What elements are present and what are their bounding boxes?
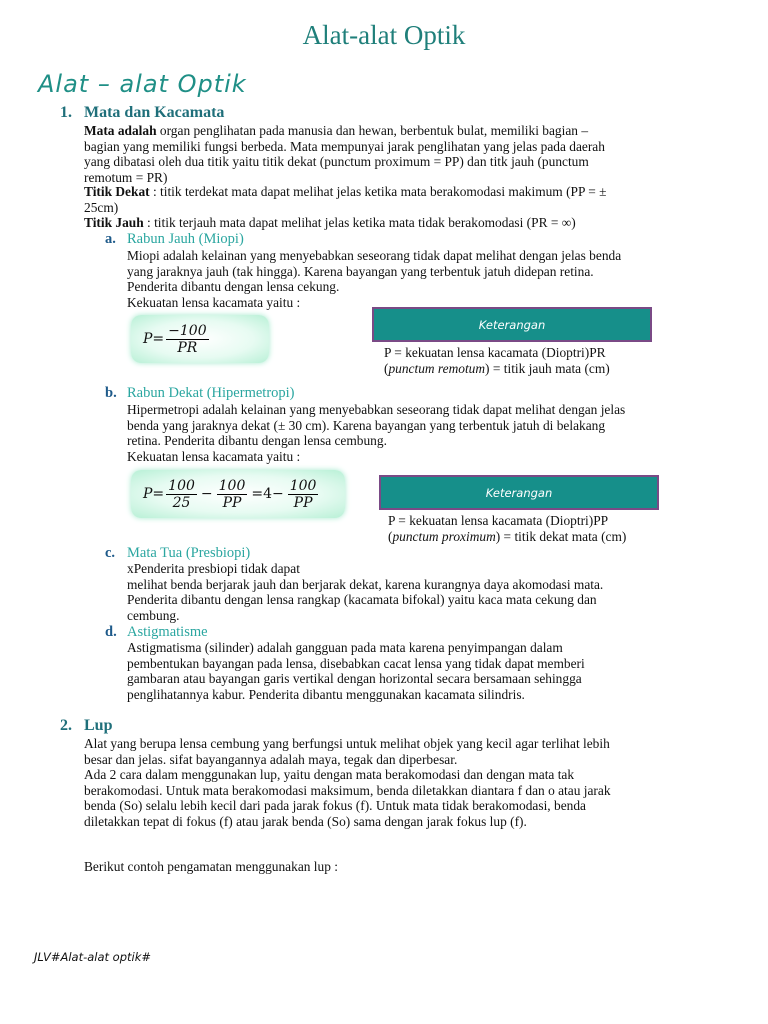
- subsection-d-letter: d.: [105, 624, 117, 640]
- subsection-c-text: xPenderita presbiopi tidak dapat melihat benda berjarak jauh dan berjarak dekat, karena kurangnya daya akomodasi mata. Penderita dibantu dengan lensa rangkap (kacamata bifokal) yaitu kaca mata cekung dan cembung.: [127, 561, 604, 623]
- formula-miopi-fraction: [166, 323, 208, 356]
- formula-hiper-f3-num: 100: [289, 477, 317, 494]
- subsection-b-text: Hipermetropi adalah kelainan yang menyebabkan seseorang tidak dapat melihat dengan jelas benda yang jaraknya dekat (± 30 cm). Karena bayangan yang terbentuk jatuh di belakang retina. Penderita dibantu dengan lensa cembung. Kekuatan lensa kacamata yaitu :: [127, 402, 626, 464]
- formula-miopi-numerator: −100: [168, 322, 207, 339]
- formula-hiper-f2-num: 100: [218, 477, 246, 494]
- note-miopi-rest: ) = titik jauh mata (cm): [485, 361, 610, 376]
- section2-number: 2.: [60, 717, 72, 734]
- subsection-b-title: Rabun Dekat (Hipermetropi): [127, 385, 295, 401]
- note-hiper-line1: P = kekuatan lensa kacamata (Dioptri)PP: [388, 513, 609, 528]
- section2-example: Berikut contoh pengamatan menggunakan lup :: [84, 859, 338, 874]
- formula-hiper-f1-num: 100: [168, 477, 195, 494]
- note-hiper-italic: punctum proximum: [392, 529, 496, 544]
- section2-heading: [60, 717, 112, 735]
- formula-hiper-f3-den: PP: [293, 494, 313, 511]
- note-miopi-line2: (punctum remotum) = titik jauh mata (cm): [384, 361, 610, 376]
- keterangan-note-hipermetropi: [388, 513, 688, 545]
- keterangan-box-hipermetropi: Keterangan: [379, 475, 659, 510]
- section-subtitle: Alat – alat Optik: [38, 70, 247, 98]
- formula-hiper-minus: −: [200, 486, 213, 502]
- titik-jauh-text: : titik terjauh mata dapat melihat jelas ketika mata tidak berakomodasi (PR = ∞): [143, 215, 576, 230]
- subsection-a-letter: a.: [105, 231, 116, 247]
- subsection-a-title: Rabun Jauh (Miopi): [127, 231, 244, 247]
- intro-term: Mata adalah: [84, 123, 157, 138]
- formula-miopi-denominator: PR: [177, 339, 198, 356]
- titik-dekat-paragraph: [84, 184, 724, 215]
- formula-miopi: [131, 315, 269, 363]
- subsection-d-text: Astigmatisma (silinder) adalah gangguan pada mata karena penyimpangan dalam pembentukan bayangan pada lensa, disebabkan cacat lensa yang tidak dapat memberi gambaran atau bayangan garis vertikal dengan horizontal secara bersamaan sehingga penglihatannya kabur. Penderita dibantu menggunakan kacamata silindris.: [127, 640, 585, 702]
- subsection-a-heading: [105, 231, 244, 248]
- note-hiper-rest: ) = titik dekat mata (cm): [495, 529, 627, 544]
- note-hiper-line2: (punctum proximum) = titik dekat mata (cm): [388, 529, 627, 544]
- note-miopi-line1: P = kekuatan lensa kacamata (Dioptri)PR: [384, 345, 606, 360]
- formula-hiper-f2-den: PP: [222, 494, 242, 511]
- note-miopi-italic: punctum remotum: [388, 361, 486, 376]
- section1-intro: [84, 123, 724, 185]
- subsection-c-title: Mata Tua (Presbiopi): [127, 545, 251, 561]
- keterangan-box-miopi: Keterangan: [372, 307, 652, 342]
- formula-hiper-fraction-1: [166, 478, 197, 511]
- formula-hiper-fraction-3: [288, 478, 319, 511]
- formula-hipermetropi: [131, 470, 345, 518]
- titik-jauh-paragraph: [84, 215, 724, 231]
- subsection-d-heading: [105, 624, 208, 641]
- section1-heading: [60, 104, 224, 122]
- subsection-a-text: Miopi adalah kelainan yang menyebabkan seseorang tidak dapat melihat dengan jelas benda yang jaraknya jauh (tak hingga). Karena bayangan yang terbentuk jatuh didepan retina. Penderita dibantu dengan lensa cekung. Kekuatan lensa kacamata yaitu :: [127, 248, 622, 310]
- formula-miopi-lhs: P=: [143, 331, 165, 347]
- page-footer: JLV#Alat-alat optik#: [34, 950, 152, 964]
- section1-title: Mata dan Kacamata: [84, 104, 225, 121]
- titik-jauh-term: Titik Jauh: [84, 215, 144, 230]
- subsection-c-letter: c.: [105, 545, 116, 561]
- page-title: Alat-alat Optik: [302, 20, 466, 50]
- intro-text: organ penglihatan pada manusia dan hewan, berbentuk bulat, memiliki bagian – bagian yang memiliki fungsi berbeda. Mata mempunyai jarak penglihatan yang jelas pada daerah yang dibatasi oleh dua titik yaitu titik dekat (punctum proximum = PP) dan titk jauh (punctum remotum = PR): [84, 123, 605, 185]
- subsection-c-heading: [105, 545, 250, 562]
- subsection-b-heading: [105, 385, 295, 402]
- keterangan-note-miopi: [384, 345, 684, 377]
- formula-hiper-eq4: =4−: [251, 486, 284, 502]
- formula-hiper-fraction-2: [217, 478, 248, 511]
- section2-title: Lup: [84, 717, 113, 734]
- subsection-d-title: Astigmatisme: [127, 624, 208, 640]
- section1-number: 1.: [60, 104, 72, 121]
- subsection-b-letter: b.: [105, 385, 117, 401]
- titik-dekat-term: Titik Dekat: [84, 184, 150, 199]
- titik-dekat-text: : titik terdekat mata dapat melihat jelas ketika mata berakomodasi makimum (PP = ± 25cm): [84, 184, 607, 215]
- section2-text: Alat yang berupa lensa cembung yang berfungsi untuk melihat objek yang kecil agar terlihat lebih besar dan jelas. sifat bayangannya adalah maya, tegak dan diperbesar. Ada 2 cara dalam menggunakan lup, yaitu dengan mata berakomodasi dan dengan mata tak berakomodasi. Untuk mata berakomodasi maksimum, benda diletakkan diantara f dan o atau jarak benda (So) selalu lebih kecil dari pada jarak fokus (f). Untuk mata tidak berakomodasi, benda diletakkan tepat di fokus (f) atau jarak benda (So) sama dengan jarak fokus lup (f).: [84, 736, 611, 829]
- formula-hiper-f1-den: 25: [172, 494, 191, 511]
- formula-hiper-lhs: P=: [143, 486, 165, 502]
